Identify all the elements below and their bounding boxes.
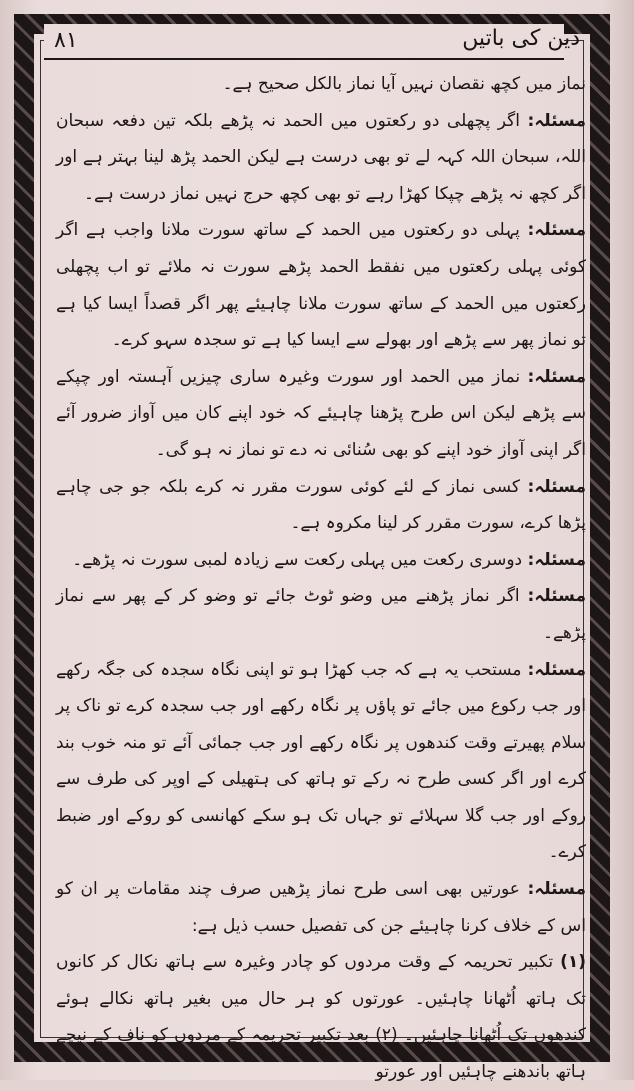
paragraph-text: تکبیر تحریمہ کے وقت مردوں کو چادر وغیرہ سے ہاتھ نکال کر کانوں تک ہاتھ اُٹھانا چاہئیں۔ عورتوں کو ہر حال میں بغیر ہاتھ نکالے ہوئے کندھوں تک اُٹھانا چاہئیں۔ (۲) بعد تکبیر تحریمہ کے مردوں کو ناف کے نیچے ہاتھ باندھنے چاہئیں اور عورتو [56,952,586,1083]
paragraph-text: پہلی دو رکعتوں میں الحمد کے ساتھ سورت ملانا واجب ہے اگر کوئی پہلی رکعتوں میں نفقط الحمد پڑھے سورت نہ ملائے تو اب پچھلی رکعتوں میں الحمد کے ساتھ سورت ملانا چاہیئے پھر اگر قصداً ایسا کیا ہے تو نماز پھر سے پڑھے اور بھولے سے ایسا کیا ہے تو سجدہ سہو کرے۔ [56,220,586,351]
paragraph [56,542,586,579]
text-body [56,66,587,1083]
paragraph-text: نماز میں الحمد اور سورت وغیرہ ساری چیزیں آہستہ اور چپکے سے پڑھے لیکن اس طرح پڑھنا چاہیئے کہ خود اپنے کان میں آواز ضرور آئے اگر اپنی آواز خود اپنے کو بھی سُنائی نہ دے تو نماز نہ ہو گی۔ [56,366,586,460]
paragraph [56,359,586,469]
masala-label: مسئلہ: [527,659,586,680]
paragraph-text: دوسری رکعت میں پہلی رکعت سے زیادہ لمبی سورت نہ پڑھے۔ [72,549,523,570]
paragraph [56,944,586,1090]
paragraph-text: عورتیں بھی اسی طرح نماز پڑھیں صرف چند مقامات پر ان کو اس کے خلاف کرنا چاہیئے جن کی تفصیل حسب ذیل ہے: [56,879,586,936]
paragraph [56,212,586,358]
masala-label: مسئلہ: [527,549,586,570]
masala-label: (۱) [560,952,587,973]
paragraph [56,66,586,103]
paragraph-text: مستحب یہ ہے کہ جب کھڑا ہو تو اپنی نگاہ سجدہ کی جگہ رکھے اور جب رکوع میں جائے تو پاؤں پر نگاہ رکھے اور جب سجدہ کرے تو ناک پر سلام پھیرتے وقت کندھوں پر نگاہ رکھے اور جب جمائی آئے تو منہ خوب بند کرے اور اگر کسی طرح نہ رکے تو ہاتھ کی ہتھیلی کے اوپر کی طرف سے روکے اور جب گلا سہلائے تو جہاں تک ہو سکے کھانسی کو روکے اور ضبط کرے۔ [56,659,586,863]
paragraph [56,103,586,213]
running-title: دین کی باتیں [462,26,580,51]
masala-label: مسئلہ: [527,366,586,387]
masala-label: مسئلہ: [527,476,586,497]
paragraph [56,469,586,542]
paragraph [56,871,586,944]
page-number: ٨١ [54,28,78,53]
paragraph-text: کسی نماز کے لئے کوئی سورت مقرر نہ کرے بلکہ جو جی چاہے پڑھا کرے، سورت مقرر کر لینا مکروہ ہے۔ [56,476,586,534]
masala-label: مسئلہ: [527,586,586,607]
masala-label: مسئلہ: [527,220,586,241]
paragraph-text: اگر پچھلی دو رکعتوں میں الحمد نہ پڑھے بلکہ تین دفعہ سبحان اللہ، سبحان اللہ کہہ لے تو بھی درست ہے لیکن الحمد پڑھ لینا بہتر ہے اور اگر کچھ نہ پڑھے چپکا کھڑا رہے تو بھی کچھ حرج نہیں نماز درست ہے۔ [56,110,586,204]
paragraph [56,578,586,651]
paragraph-text: نماز میں کچھ نقصان نہیں آیا نماز بالکل صحیح ہے۔ [222,74,586,94]
masala-label: مسئلہ: [527,879,587,900]
paragraph [56,652,586,872]
masala-label: مسئلہ: [527,110,587,131]
paragraph-text: اگر نماز پڑھنے میں وضو ٹوٹ جائے تو وضو کر کے پھر سے نماز پڑھے۔ [56,586,586,643]
